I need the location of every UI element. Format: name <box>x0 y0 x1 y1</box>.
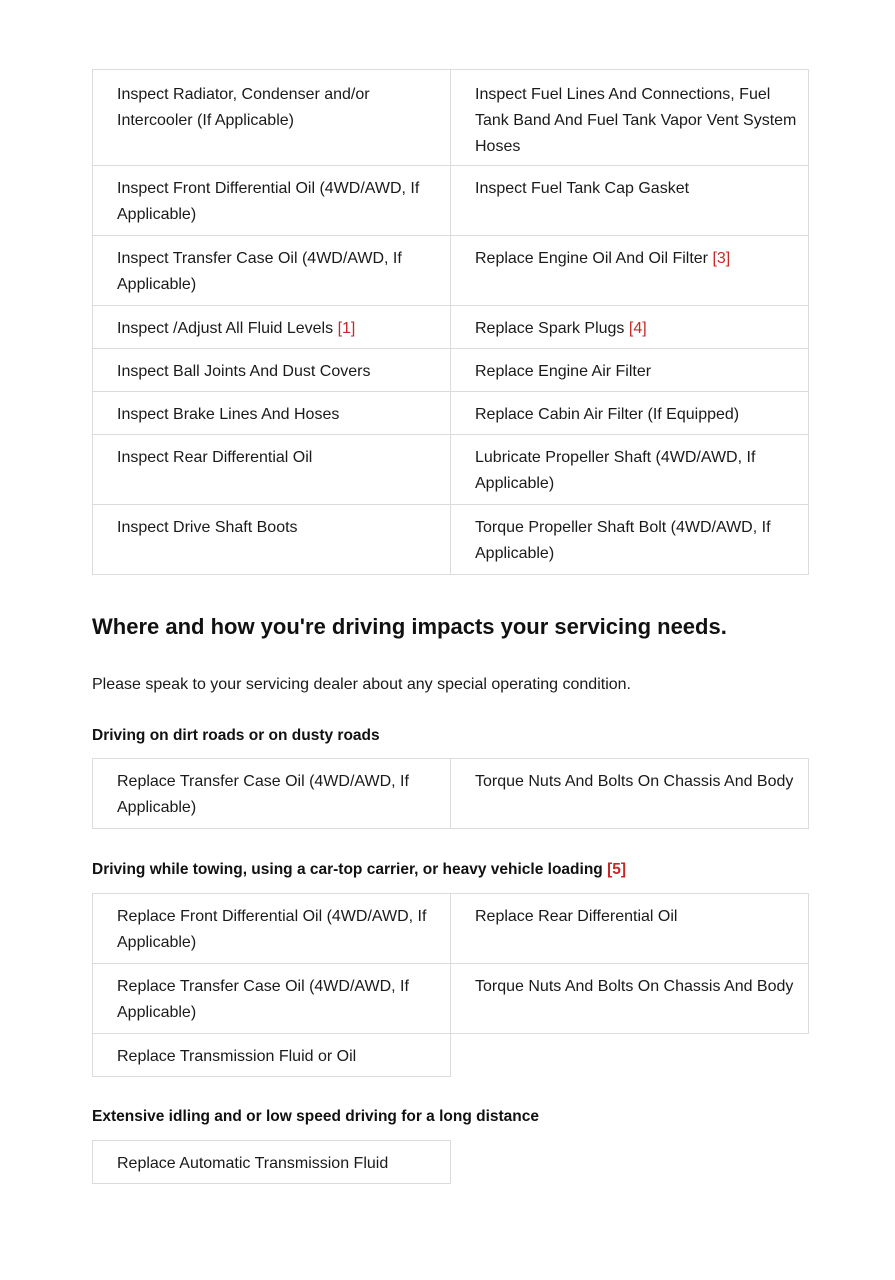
table-row <box>93 505 809 575</box>
table-cell: Replace Automatic Transmission Fluid <box>93 1141 451 1184</box>
table-cell: Inspect Ball Joints And Dust Covers <box>93 349 451 392</box>
table-row <box>93 392 809 435</box>
table-cell: Replace Engine Oil And Oil Filter [3] <box>451 236 809 306</box>
empty-cell <box>451 1034 809 1077</box>
footnote-ref[interactable]: [4] <box>628 320 647 337</box>
table-row <box>93 70 809 166</box>
table-cell: Inspect Fuel Lines And Connections, Fuel Tank Band And Fuel Tank Vapor Vent System Hoses <box>451 70 809 166</box>
table-cell: Torque Nuts And Bolts On Chassis And Body <box>451 964 809 1034</box>
table-cell: Torque Nuts And Bolts On Chassis And Body <box>451 759 809 829</box>
table-cell: Inspect /Adjust All Fluid Levels [1] <box>93 306 451 349</box>
table-row <box>93 759 809 829</box>
table-row <box>93 349 809 392</box>
table-row <box>93 166 809 236</box>
maintenance-table <box>92 69 809 575</box>
table-row <box>93 894 809 964</box>
table-cell: Inspect Rear Differential Oil <box>93 435 451 505</box>
table-row <box>93 1034 809 1077</box>
table-cell: Replace Cabin Air Filter (If Equipped) <box>451 392 809 435</box>
table-cell: Inspect Front Differential Oil (4WD/AWD, If Applicable) <box>93 166 451 236</box>
table-cell: Inspect Transfer Case Oil (4WD/AWD, If Applicable) <box>93 236 451 306</box>
section-intro: Please speak to your servicing dealer about any special operating condition. <box>92 676 631 693</box>
table-cell: Inspect Drive Shaft Boots <box>93 505 451 575</box>
table-cell: Replace Spark Plugs [4] <box>451 306 809 349</box>
table-cell: Replace Front Differential Oil (4WD/AWD, If Applicable) <box>93 894 451 964</box>
table-cell: Inspect Radiator, Condenser and/or Intercooler (If Applicable) <box>93 70 451 166</box>
table-row <box>93 1141 451 1184</box>
table-cell: Inspect Fuel Tank Cap Gasket <box>451 166 809 236</box>
footnote-ref[interactable]: [1] <box>337 320 356 337</box>
subsection-title-towing: Driving while towing, using a car-top carrier, or heavy vehicle loading [5] <box>92 861 627 878</box>
table-cell: Lubricate Propeller Shaft (4WD/AWD, If Applicable) <box>451 435 809 505</box>
table-row <box>93 964 809 1034</box>
table-row <box>93 306 809 349</box>
footnote-ref[interactable]: [5] <box>607 861 627 878</box>
section-heading: Where and how you're driving impacts your servicing needs. <box>92 614 727 639</box>
table-cell: Replace Transfer Case Oil (4WD/AWD, If Applicable) <box>93 964 451 1034</box>
table-cell: Replace Engine Air Filter <box>451 349 809 392</box>
table-cell: Inspect Brake Lines And Hoses <box>93 392 451 435</box>
table-cell: Replace Transmission Fluid or Oil <box>93 1034 451 1077</box>
footnote-ref[interactable]: [3] <box>712 250 731 267</box>
subsection-title-idling: Extensive idling and or low speed driving for a long distance <box>92 1108 539 1125</box>
towing-table <box>92 893 809 1077</box>
dirt-roads-table <box>92 758 809 829</box>
table-cell: Replace Rear Differential Oil <box>451 894 809 964</box>
table-cell: Replace Transfer Case Oil (4WD/AWD, If Applicable) <box>93 759 451 829</box>
idling-table <box>92 1140 451 1184</box>
table-cell: Torque Propeller Shaft Bolt (4WD/AWD, If Applicable) <box>451 505 809 575</box>
table-row <box>93 435 809 505</box>
subsection-title-dirt-roads: Driving on dirt roads or on dusty roads <box>92 727 380 744</box>
table-row <box>93 236 809 306</box>
